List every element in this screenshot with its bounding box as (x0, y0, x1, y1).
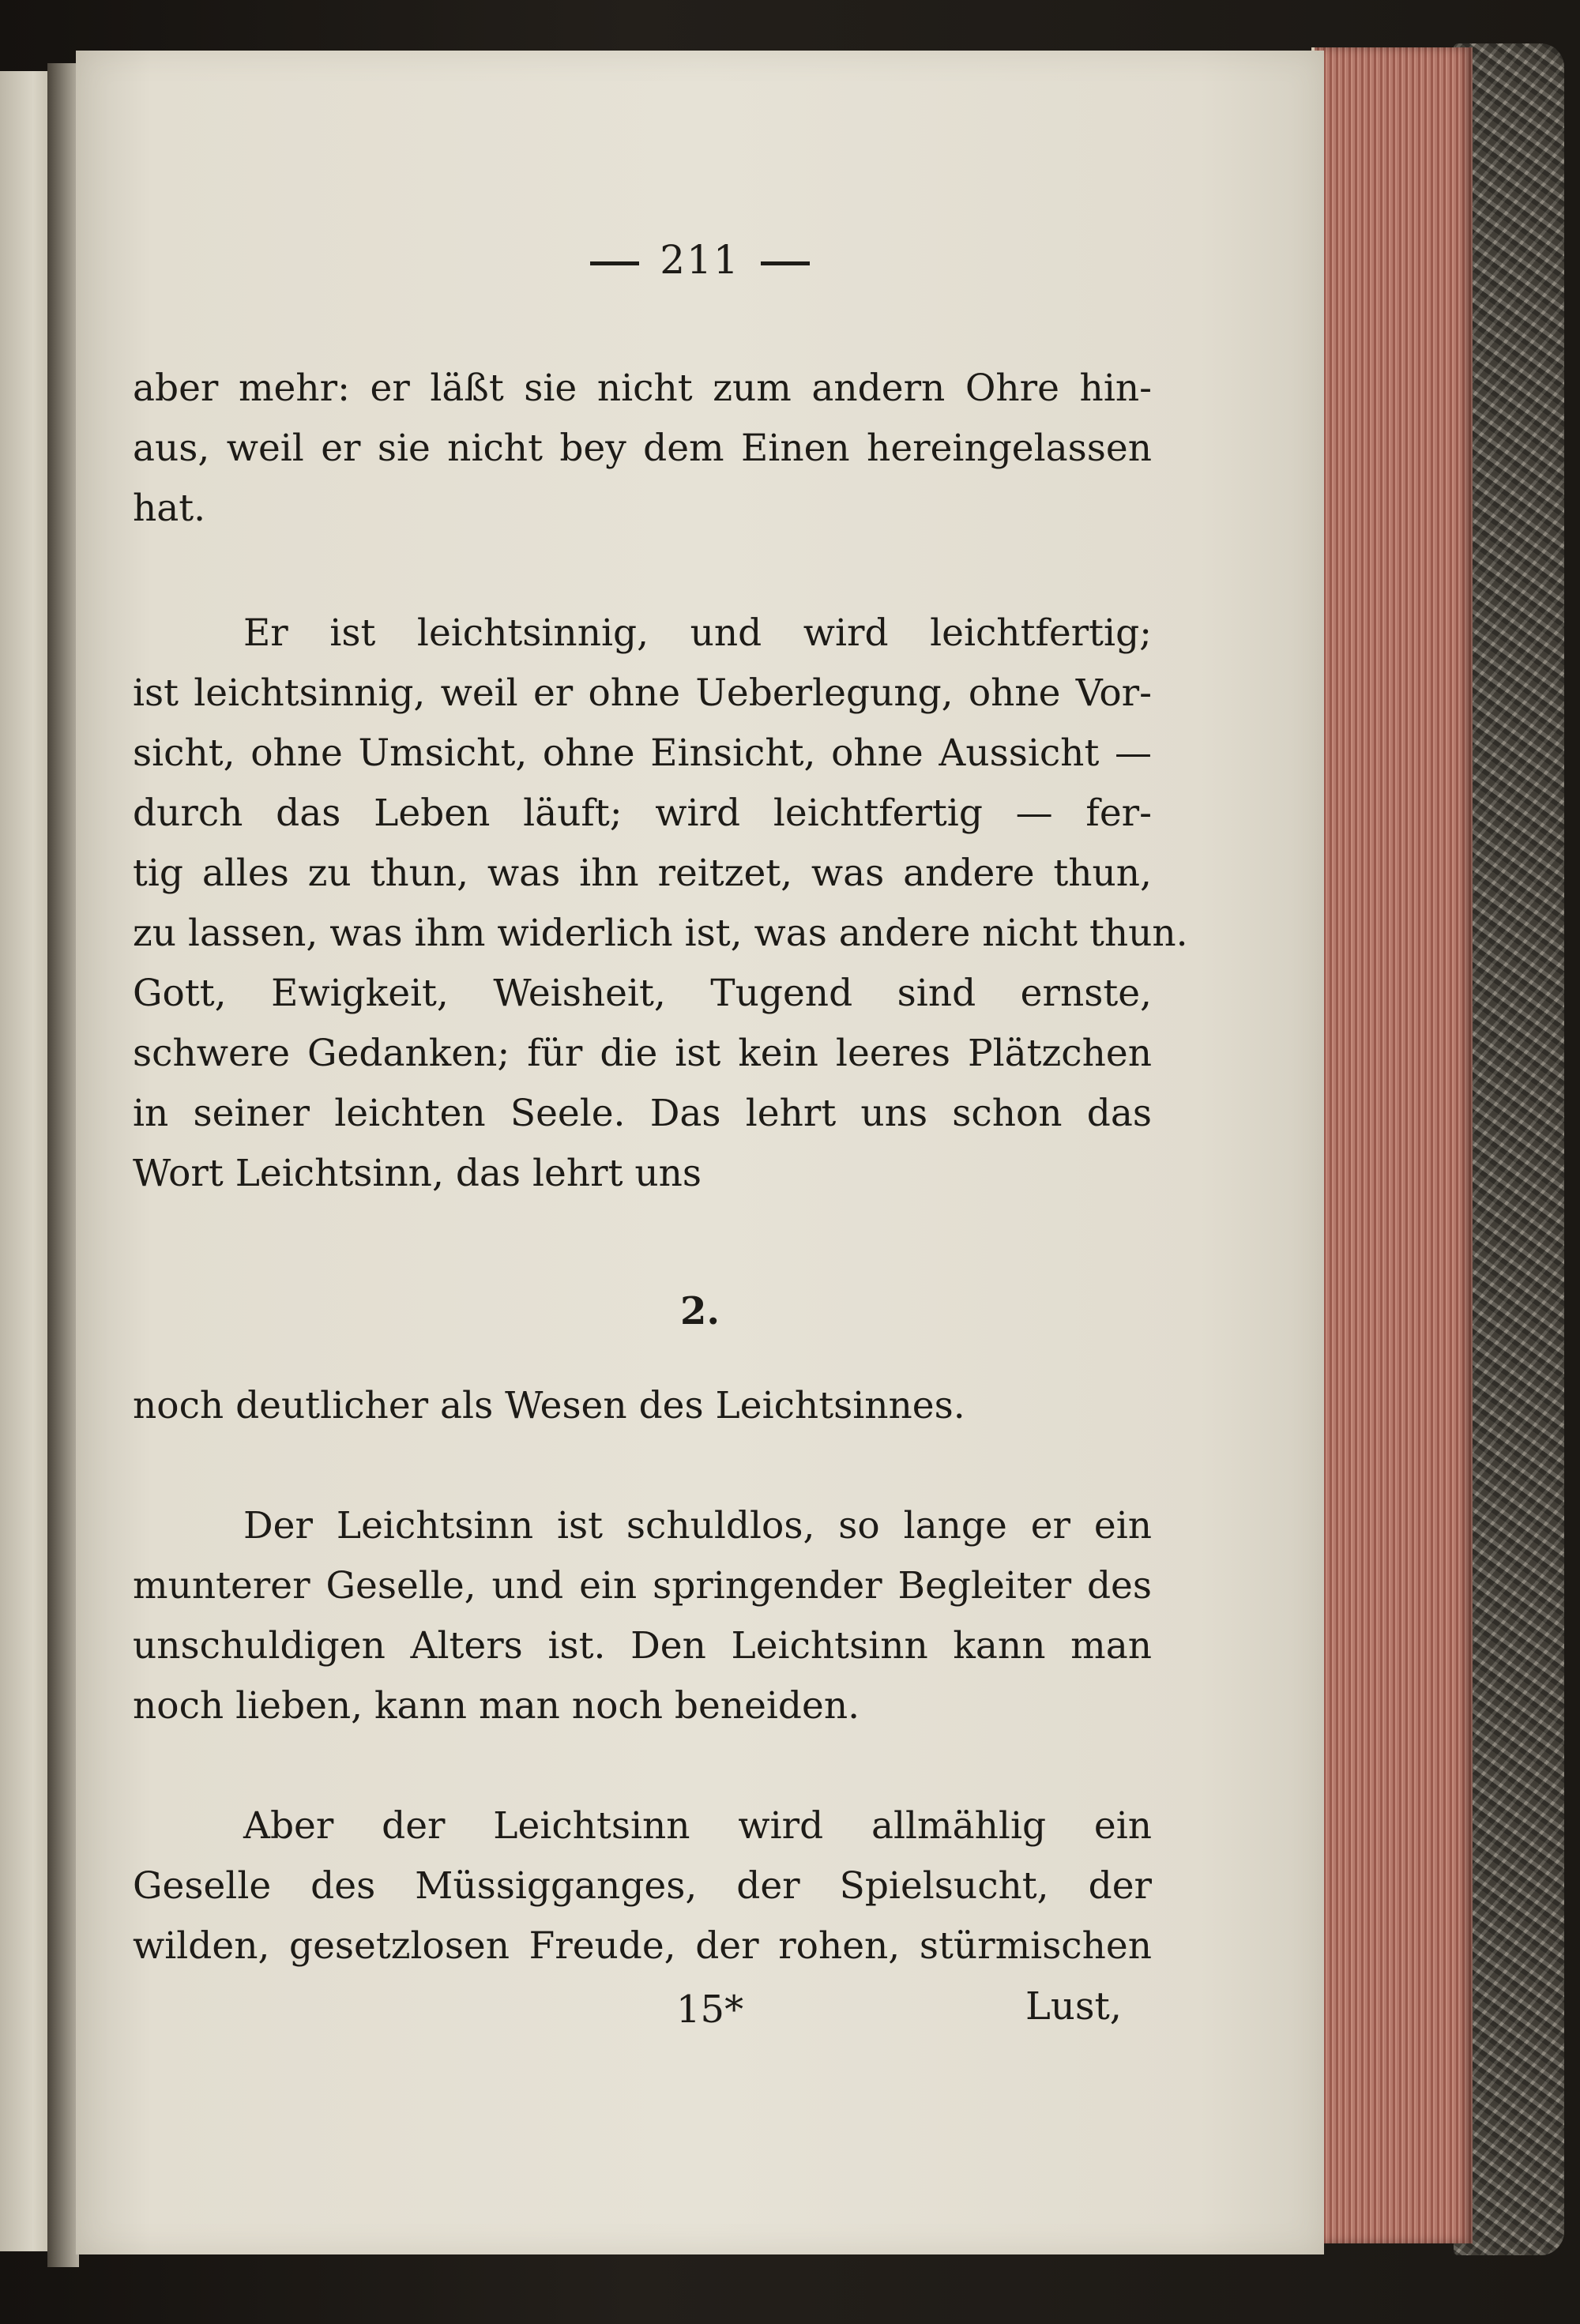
text-line: aber mehr: er läßt sie nicht zum andern Ohre hin- (133, 367, 1152, 410)
signature-mark: 15* (676, 1987, 744, 2032)
text-line: schwere Gedanken; für die ist kein leeres Plätzchen (133, 1032, 1152, 1075)
text-line: Gott, Ewigkeit, Weisheit, Tugend sind ernste, (133, 972, 1152, 1015)
book-gutter (47, 63, 79, 2267)
text-line: Geselle des Müssigganges, der Spielsucht, der (133, 1864, 1152, 1908)
text-line: Der Leichtsinn ist schuldlos, so lange er ein (243, 1504, 1152, 1547)
text-line: noch lieben, kann man noch beneiden. (133, 1684, 860, 1728)
text-line: ist leichtsinnig, weil er ohne Ueberlegung, ohne Vor- (133, 671, 1152, 715)
text-line: munterer Geselle, und ein springender Begleiter des (133, 1564, 1152, 1608)
facing-page-edge (0, 71, 50, 2251)
page-header (76, 237, 1324, 283)
text-line: unschuldigen Alters ist. Den Leichtsinn kann man (133, 1624, 1152, 1668)
paragraph-3 (133, 1496, 1152, 1736)
text-line: aus, weil er sie nicht bey dem Einen hereingelassen (133, 427, 1152, 470)
text-line: in seiner leichten Seele. Das lehrt uns schon das (133, 1092, 1152, 1135)
book-page (76, 51, 1324, 2254)
page-number: 211 (660, 237, 740, 283)
section-line (133, 1376, 1152, 1436)
page-edges (1311, 47, 1473, 2243)
section-number: 2. (679, 1289, 720, 1333)
text-line: Er ist leichtsinnig, und wird leichtfertig; (243, 611, 1152, 655)
text-line: wilden, gesetzlosen Freude, der rohen, stürmischen (133, 1924, 1152, 1968)
text-line: zu lassen, was ihm widerlich ist, was andere nicht thun. (133, 912, 1188, 955)
text-line: Wort Leichtsinn, das lehrt uns (133, 1152, 702, 1195)
text-line: noch deutlicher als Wesen des Leichtsinnes. (133, 1384, 965, 1427)
text-line: tig alles zu thun, was ihn reitzet, was andere thun, (133, 852, 1152, 895)
catchword: Lust, (1025, 1984, 1122, 2029)
header-dash-left (590, 261, 639, 265)
header-dash-right (761, 261, 810, 265)
text-line: sicht, ohne Umsicht, ohne Einsicht, ohne Aussicht — (133, 731, 1152, 775)
paragraph-2 (133, 604, 1188, 1204)
paragraph-4 (133, 1796, 1152, 1976)
paragraph-1 (133, 359, 1152, 539)
text-line: hat. (133, 487, 206, 530)
text-line: Aber der Leichtsinn wird allmählig ein (243, 1804, 1152, 1848)
text-line: durch das Leben läuft; wird leichtfertig — fer- (133, 792, 1152, 835)
